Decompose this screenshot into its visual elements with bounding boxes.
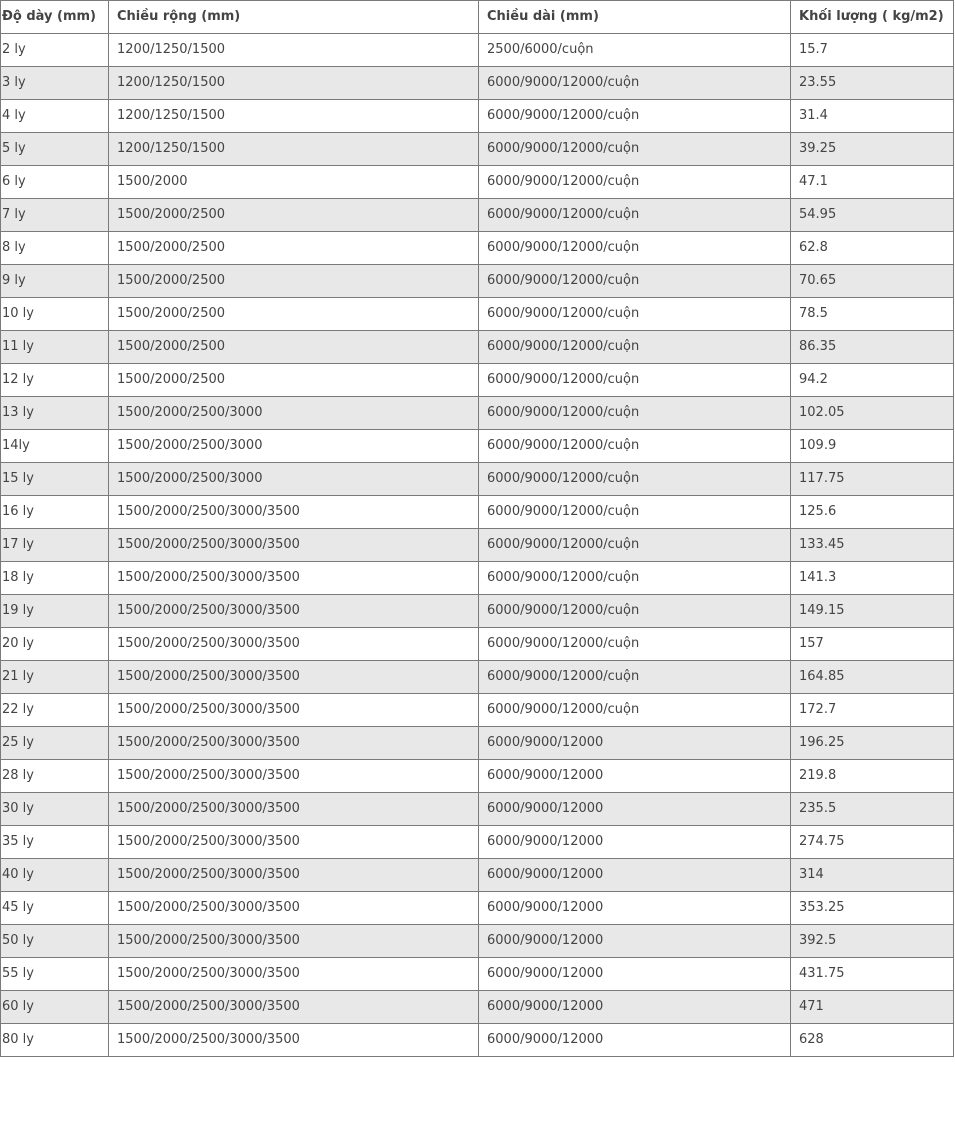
cell-length: 6000/9000/12000 — [479, 826, 791, 859]
cell-length: 6000/9000/12000 — [479, 760, 791, 793]
cell-width: 1500/2000/2500/3000/3500 — [109, 1024, 479, 1057]
table-row — [1, 133, 954, 166]
cell-weight: 274.75 — [791, 826, 954, 859]
table-row — [1, 331, 954, 364]
table-row — [1, 793, 954, 826]
cell-width: 1500/2000/2500/3000 — [109, 430, 479, 463]
cell-length: 6000/9000/12000/cuộn — [479, 265, 791, 298]
table-row — [1, 892, 954, 925]
cell-length: 6000/9000/12000/cuộn — [479, 166, 791, 199]
cell-thickness: 6 ly — [1, 166, 109, 199]
cell-width: 1500/2000/2500/3000 — [109, 397, 479, 430]
cell-thickness: 25 ly — [1, 727, 109, 760]
cell-weight: 86.35 — [791, 331, 954, 364]
cell-thickness: 55 ly — [1, 958, 109, 991]
cell-thickness: 35 ly — [1, 826, 109, 859]
table-body — [1, 34, 954, 1057]
cell-weight: 15.7 — [791, 34, 954, 67]
table-row — [1, 430, 954, 463]
cell-weight: 94.2 — [791, 364, 954, 397]
table-row — [1, 463, 954, 496]
cell-thickness: 13 ly — [1, 397, 109, 430]
table-row — [1, 100, 954, 133]
cell-width: 1500/2000/2500/3000/3500 — [109, 826, 479, 859]
cell-weight: 235.5 — [791, 793, 954, 826]
cell-width: 1500/2000/2500/3000/3500 — [109, 958, 479, 991]
cell-weight: 164.85 — [791, 661, 954, 694]
cell-weight: 172.7 — [791, 694, 954, 727]
cell-length: 6000/9000/12000 — [479, 793, 791, 826]
header-thickness: Độ dày (mm) — [1, 1, 109, 34]
cell-thickness: 30 ly — [1, 793, 109, 826]
cell-length: 6000/9000/12000/cuộn — [479, 694, 791, 727]
table-row — [1, 694, 954, 727]
cell-length: 6000/9000/12000/cuộn — [479, 67, 791, 100]
header-length: Chiều dài (mm) — [479, 1, 791, 34]
cell-thickness: 8 ly — [1, 232, 109, 265]
table-row — [1, 364, 954, 397]
cell-thickness: 10 ly — [1, 298, 109, 331]
cell-width: 1500/2000 — [109, 166, 479, 199]
cell-thickness: 20 ly — [1, 628, 109, 661]
table-row — [1, 232, 954, 265]
table-row — [1, 760, 954, 793]
cell-weight: 23.55 — [791, 67, 954, 100]
table-row — [1, 958, 954, 991]
cell-width: 1500/2000/2500/3000/3500 — [109, 595, 479, 628]
cell-length: 6000/9000/12000/cuộn — [479, 661, 791, 694]
cell-length: 6000/9000/12000 — [479, 925, 791, 958]
cell-width: 1500/2000/2500/3000/3500 — [109, 727, 479, 760]
cell-weight: 47.1 — [791, 166, 954, 199]
cell-thickness: 3 ly — [1, 67, 109, 100]
cell-width: 1500/2000/2500/3000/3500 — [109, 892, 479, 925]
cell-length: 6000/9000/12000/cuộn — [479, 133, 791, 166]
table-row — [1, 529, 954, 562]
table-row — [1, 562, 954, 595]
cell-length: 6000/9000/12000 — [479, 727, 791, 760]
cell-width: 1500/2000/2500/3000/3500 — [109, 529, 479, 562]
cell-length: 6000/9000/12000 — [479, 859, 791, 892]
cell-thickness: 17 ly — [1, 529, 109, 562]
cell-weight: 141.3 — [791, 562, 954, 595]
cell-width: 1200/1250/1500 — [109, 133, 479, 166]
table-row — [1, 661, 954, 694]
cell-width: 1500/2000/2500 — [109, 199, 479, 232]
cell-width: 1500/2000/2500/3000/3500 — [109, 793, 479, 826]
cell-width: 1500/2000/2500/3000/3500 — [109, 991, 479, 1024]
header-weight: Khối lượng ( kg/m2) — [791, 1, 954, 34]
cell-thickness: 50 ly — [1, 925, 109, 958]
cell-weight: 117.75 — [791, 463, 954, 496]
cell-length: 6000/9000/12000 — [479, 892, 791, 925]
cell-thickness: 5 ly — [1, 133, 109, 166]
cell-thickness: 60 ly — [1, 991, 109, 1024]
table-row — [1, 826, 954, 859]
cell-width: 1500/2000/2500/3000/3500 — [109, 925, 479, 958]
table-row — [1, 727, 954, 760]
cell-thickness: 9 ly — [1, 265, 109, 298]
cell-thickness: 11 ly — [1, 331, 109, 364]
table-row — [1, 265, 954, 298]
cell-width: 1500/2000/2500/3000/3500 — [109, 760, 479, 793]
header-row — [1, 1, 954, 34]
cell-weight: 39.25 — [791, 133, 954, 166]
cell-thickness: 80 ly — [1, 1024, 109, 1057]
cell-width: 1500/2000/2500/3000/3500 — [109, 661, 479, 694]
cell-width: 1500/2000/2500 — [109, 331, 479, 364]
table-row — [1, 298, 954, 331]
cell-thickness: 2 ly — [1, 34, 109, 67]
cell-width: 1500/2000/2500 — [109, 265, 479, 298]
cell-length: 6000/9000/12000/cuộn — [479, 595, 791, 628]
cell-width: 1500/2000/2500/3000/3500 — [109, 562, 479, 595]
cell-weight: 314 — [791, 859, 954, 892]
cell-weight: 392.5 — [791, 925, 954, 958]
table-row — [1, 1024, 954, 1057]
header-width: Chiều rộng (mm) — [109, 1, 479, 34]
cell-length: 6000/9000/12000/cuộn — [479, 232, 791, 265]
table-row — [1, 397, 954, 430]
cell-thickness: 22 ly — [1, 694, 109, 727]
cell-length: 6000/9000/12000 — [479, 958, 791, 991]
cell-weight: 31.4 — [791, 100, 954, 133]
cell-width: 1200/1250/1500 — [109, 100, 479, 133]
cell-thickness: 21 ly — [1, 661, 109, 694]
cell-weight: 628 — [791, 1024, 954, 1057]
cell-weight: 471 — [791, 991, 954, 1024]
cell-thickness: 12 ly — [1, 364, 109, 397]
cell-thickness: 19 ly — [1, 595, 109, 628]
cell-width: 1200/1250/1500 — [109, 67, 479, 100]
cell-weight: 102.05 — [791, 397, 954, 430]
cell-weight: 431.75 — [791, 958, 954, 991]
table-row — [1, 925, 954, 958]
cell-thickness: 14ly — [1, 430, 109, 463]
cell-width: 1500/2000/2500/3000/3500 — [109, 859, 479, 892]
table-row — [1, 496, 954, 529]
cell-thickness: 4 ly — [1, 100, 109, 133]
cell-weight: 196.25 — [791, 727, 954, 760]
cell-width: 1500/2000/2500 — [109, 298, 479, 331]
cell-width: 1500/2000/2500 — [109, 364, 479, 397]
table-row — [1, 859, 954, 892]
cell-width: 1500/2000/2500/3000 — [109, 463, 479, 496]
cell-weight: 133.45 — [791, 529, 954, 562]
cell-weight: 70.65 — [791, 265, 954, 298]
table-row — [1, 199, 954, 232]
cell-weight: 219.8 — [791, 760, 954, 793]
cell-width: 1500/2000/2500 — [109, 232, 479, 265]
cell-length: 6000/9000/12000/cuộn — [479, 529, 791, 562]
table-row — [1, 166, 954, 199]
cell-thickness: 40 ly — [1, 859, 109, 892]
table-row — [1, 991, 954, 1024]
cell-weight: 125.6 — [791, 496, 954, 529]
cell-weight: 157 — [791, 628, 954, 661]
cell-length: 6000/9000/12000 — [479, 1024, 791, 1057]
cell-length: 6000/9000/12000/cuộn — [479, 100, 791, 133]
cell-length: 6000/9000/12000/cuộn — [479, 331, 791, 364]
cell-length: 6000/9000/12000/cuộn — [479, 298, 791, 331]
cell-width: 1500/2000/2500/3000/3500 — [109, 694, 479, 727]
cell-thickness: 16 ly — [1, 496, 109, 529]
cell-length: 6000/9000/12000/cuộn — [479, 628, 791, 661]
cell-length: 6000/9000/12000/cuộn — [479, 364, 791, 397]
cell-length: 6000/9000/12000/cuộn — [479, 199, 791, 232]
cell-thickness: 7 ly — [1, 199, 109, 232]
table-row — [1, 595, 954, 628]
table-row — [1, 67, 954, 100]
cell-thickness: 28 ly — [1, 760, 109, 793]
table-header — [1, 1, 954, 34]
cell-length: 6000/9000/12000/cuộn — [479, 496, 791, 529]
cell-width: 1500/2000/2500/3000/3500 — [109, 628, 479, 661]
table-row — [1, 34, 954, 67]
table-row — [1, 628, 954, 661]
cell-width: 1200/1250/1500 — [109, 34, 479, 67]
cell-weight: 54.95 — [791, 199, 954, 232]
cell-length: 6000/9000/12000 — [479, 991, 791, 1024]
cell-length: 2500/6000/cuộn — [479, 34, 791, 67]
cell-weight: 149.15 — [791, 595, 954, 628]
cell-weight: 109.9 — [791, 430, 954, 463]
cell-thickness: 18 ly — [1, 562, 109, 595]
cell-length: 6000/9000/12000/cuộn — [479, 430, 791, 463]
cell-thickness: 45 ly — [1, 892, 109, 925]
cell-length: 6000/9000/12000/cuộn — [479, 397, 791, 430]
cell-weight: 353.25 — [791, 892, 954, 925]
cell-length: 6000/9000/12000/cuộn — [479, 562, 791, 595]
cell-weight: 62.8 — [791, 232, 954, 265]
cell-width: 1500/2000/2500/3000/3500 — [109, 496, 479, 529]
cell-weight: 78.5 — [791, 298, 954, 331]
cell-length: 6000/9000/12000/cuộn — [479, 463, 791, 496]
cell-thickness: 15 ly — [1, 463, 109, 496]
